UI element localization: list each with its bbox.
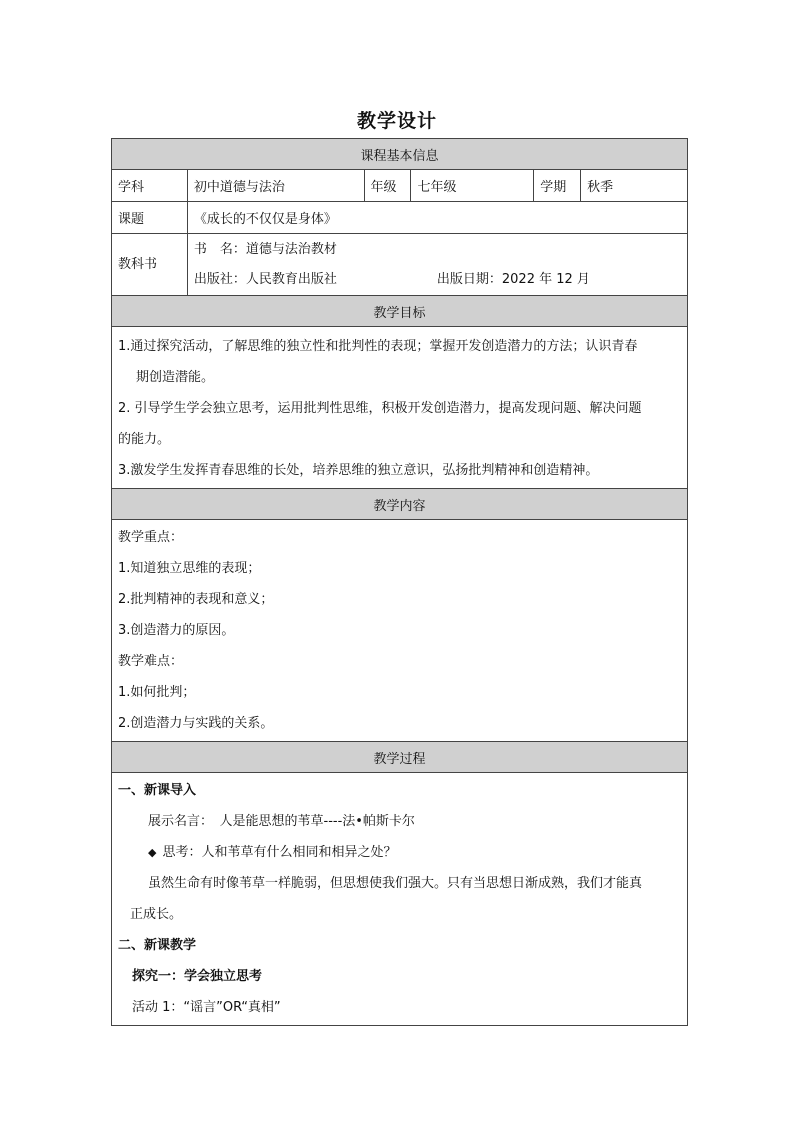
- paragraph: 虽然生命有时像苇草一样脆弱，但思想使我们强大。只有当思想日渐成熟，我们才能真: [148, 876, 643, 891]
- key-point: 3.创造潜力的原因。: [118, 623, 235, 638]
- info-row-textbook: [112, 234, 688, 296]
- process-section-title: 一、新课导入: [118, 783, 197, 798]
- activity-title: 活动 1：“谣言”OR“真相”: [132, 1000, 281, 1015]
- page-title: 教学设计: [356, 110, 437, 132]
- section-header-process: [112, 742, 688, 773]
- diamond-bullet-icon: ◆: [148, 846, 157, 859]
- publisher-line: [194, 265, 681, 295]
- difficult-points-title: 教学难点：: [118, 654, 184, 669]
- section-title: 教学内容: [112, 489, 688, 520]
- key-points-title: 教学重点：: [118, 530, 184, 545]
- info-row-lesson: [112, 202, 688, 234]
- goal-1: 1.通过探究活动，了解思维的独立性和批判性的表现；掌握开发创造潜力的方法；认识青春 期创造潜能。: [118, 339, 638, 385]
- section-title: 教学过程: [112, 742, 688, 773]
- section-header-basic: [112, 139, 688, 170]
- lesson-value: 《成长的不仅仅是身体》: [187, 202, 687, 234]
- publisher: 出版社：人民教育出版社: [193, 272, 337, 287]
- goals-row: [112, 327, 688, 489]
- goal-2: 2. 引导学生学会独立思考，运用批判性思维，积极开发创造潜力，提高发现问题、解决问题 的能力。: [118, 401, 642, 447]
- grade-value: 七年级: [411, 170, 534, 202]
- think-line: ◆ 思考：人和苇草有什么相同和相异之处？: [148, 845, 397, 860]
- book-name: 书 名：道德与法治教材: [193, 242, 337, 257]
- process-section-title: 二、新课教学: [118, 938, 197, 953]
- quote-line: 展示名言： 人是能思想的苇草----法•帕斯卡尔: [148, 814, 415, 829]
- explore-title: 探究一：学会独立思考: [132, 969, 263, 984]
- section-title: 课程基本信息: [112, 139, 688, 170]
- term-value: 秋季: [581, 170, 688, 202]
- process-row: [112, 773, 688, 1026]
- info-row-subject: [112, 170, 688, 202]
- publish-date: 出版日期：2022 年 12 月: [436, 272, 590, 287]
- paragraph-cont: 正成长。: [130, 907, 183, 922]
- textbook-label: 教科书: [118, 257, 158, 272]
- key-point: 2.批判精神的表现和意义；: [118, 592, 274, 607]
- lesson-plan-table: [111, 138, 688, 1026]
- subject-value: 初中道德与法治: [187, 170, 364, 202]
- lesson-label: 课题: [112, 202, 188, 234]
- difficult-point: 2.创造潜力与实践的关系。: [118, 716, 274, 731]
- subject-label: 学科: [112, 170, 188, 202]
- term-label: 学期: [534, 170, 581, 202]
- content-row: [112, 520, 688, 742]
- section-header-goals: [112, 296, 688, 327]
- goal-3: 3.激发学生发挥青春思维的长处，培养思维的独立意识，弘扬批判精神和创造精神。: [118, 463, 599, 478]
- section-title: 教学目标: [112, 296, 688, 327]
- difficult-point: 1.如何批判；: [118, 685, 196, 700]
- key-point: 1.知道独立思维的表现；: [118, 561, 261, 576]
- section-header-content: [112, 489, 688, 520]
- grade-label: 年级: [364, 170, 411, 202]
